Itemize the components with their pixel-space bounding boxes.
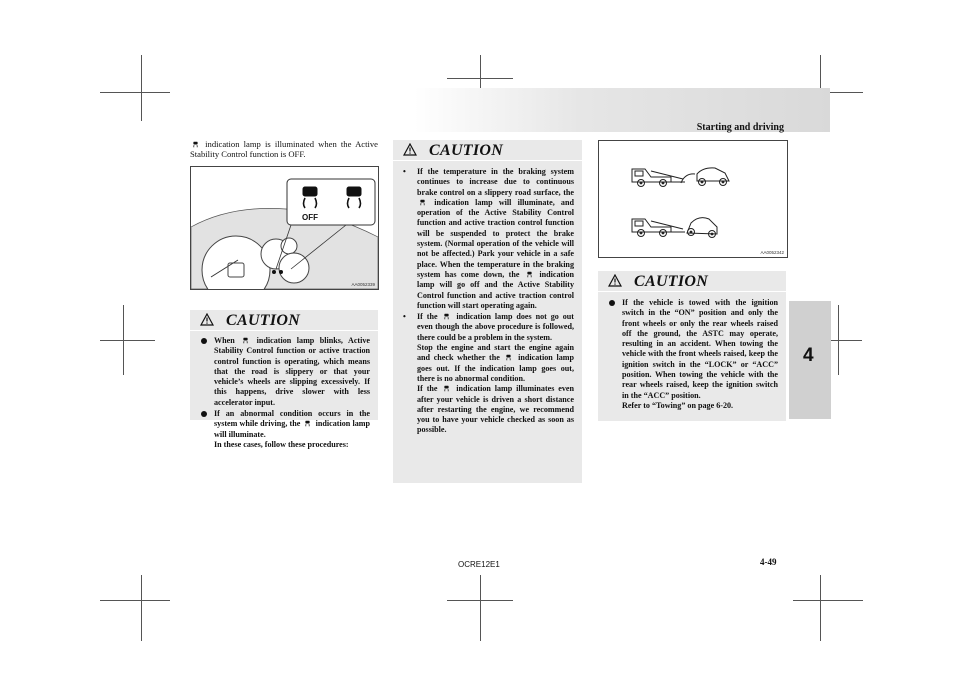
off-label: OFF: [302, 213, 318, 222]
chapter-number: 4: [803, 345, 814, 366]
crop-mark: [100, 92, 170, 93]
figure-code: AA0052339: [351, 282, 375, 287]
caution-item: • If the temperature in the braking system continues to increase due to continuous brake control on a slippery road surface, the indication lamp will illuminate, and operation of the Active Stability Control function and active traction control function will be suspended to protect the brake system. (Normal operation of the vehicle will not be affected.) Park your vehicle in a safe place. When the temperature in the braking system has come down, the indication lamp will go off and the Active Stability Control function and active traction control function will start operating again.: [403, 167, 574, 310]
crop-mark: [447, 78, 513, 79]
caution-title: CAUTION: [634, 273, 709, 290]
crop-mark: [793, 600, 863, 601]
warning-triangle-icon: [200, 313, 214, 326]
skid-indicator-icon: [443, 385, 450, 392]
warning-triangle-icon: [403, 143, 417, 156]
document-code: OCRE12E1: [458, 560, 500, 569]
instrument-cluster-illustration: [191, 167, 378, 289]
chapter-tab: [789, 301, 831, 419]
crop-mark: [838, 305, 839, 375]
figure-code: AA0052342: [760, 250, 784, 255]
skid-indicator-icon: [242, 337, 249, 344]
warning-triangle-icon: [608, 274, 622, 287]
section-title: Starting and driving: [696, 122, 784, 133]
crop-mark: [141, 55, 142, 121]
skid-indicator-icon: [304, 420, 311, 427]
caution-item: If an abnormal condition occurs in the system while driving, the indication lamp will illuminate. In these cases, follow these procedures:: [200, 409, 370, 450]
caution-header: [393, 140, 582, 161]
intro-text: indication lamp is illuminated when the Active Stability Control function is OFF.: [190, 139, 378, 160]
caution-item: When indication lamp blinks, Active Stability Control function or active traction control function is operating, which means that the road is slippery or that your vehicle’s wheels are slipping excessively. If this happens, drive slower with less accelerator input.: [200, 336, 370, 408]
skid-indicator-icon: [526, 271, 533, 278]
skid-indicator-icon: [443, 313, 450, 320]
caution-title: CAUTION: [226, 312, 301, 329]
crop-mark: [480, 575, 481, 641]
crop-mark: [447, 600, 513, 601]
caution-box-right: [598, 271, 786, 421]
crop-mark: [100, 600, 170, 601]
intro-paragraph: [190, 139, 378, 159]
caution-item: • If the indication lamp does not go out even though the above procedure is followed, there could be a problem in the system. Stop the engine and start the engine again and check whether the indication lamp goes out. If the indication lamp goes out, there is no abnormal condition. If the indication lamp illuminates even after your vehicle is driven a short distance after restarting the engine, we recommend you to have your vehicle checked as soon as possible.: [403, 312, 574, 435]
crop-mark: [123, 305, 124, 375]
towing-figure: [598, 140, 788, 258]
caution-box-left: [190, 310, 378, 449]
towing-illustration: [599, 141, 787, 257]
crop-mark: [100, 340, 155, 341]
caution-item: If the vehicle is towed with the ignition switch in the “ON” position and only the front wheels or only the rear wheels raised off the ground, the ASTC may operate, resulting in an accident. When towing the vehicle with the front wheels raised, keep the ignition switch in the “LOCK” or “ACC” position. When towing the vehicle with the rear wheels raised, keep the ignition switch in the “ACC” position. Refer to “Towing” on page 6-20.: [608, 298, 778, 411]
skid-indicator-icon: [419, 199, 426, 206]
caution-box-middle: [393, 140, 582, 483]
instrument-cluster-figure: [190, 166, 379, 290]
caution-title: CAUTION: [429, 142, 504, 159]
crop-mark: [820, 575, 821, 641]
caution-header: [598, 271, 786, 292]
page-number: 4-49: [760, 557, 777, 567]
caution-header: [190, 310, 378, 331]
skid-indicator-icon: [505, 354, 512, 361]
skid-indicator-icon: [192, 141, 199, 148]
crop-mark: [141, 575, 142, 641]
